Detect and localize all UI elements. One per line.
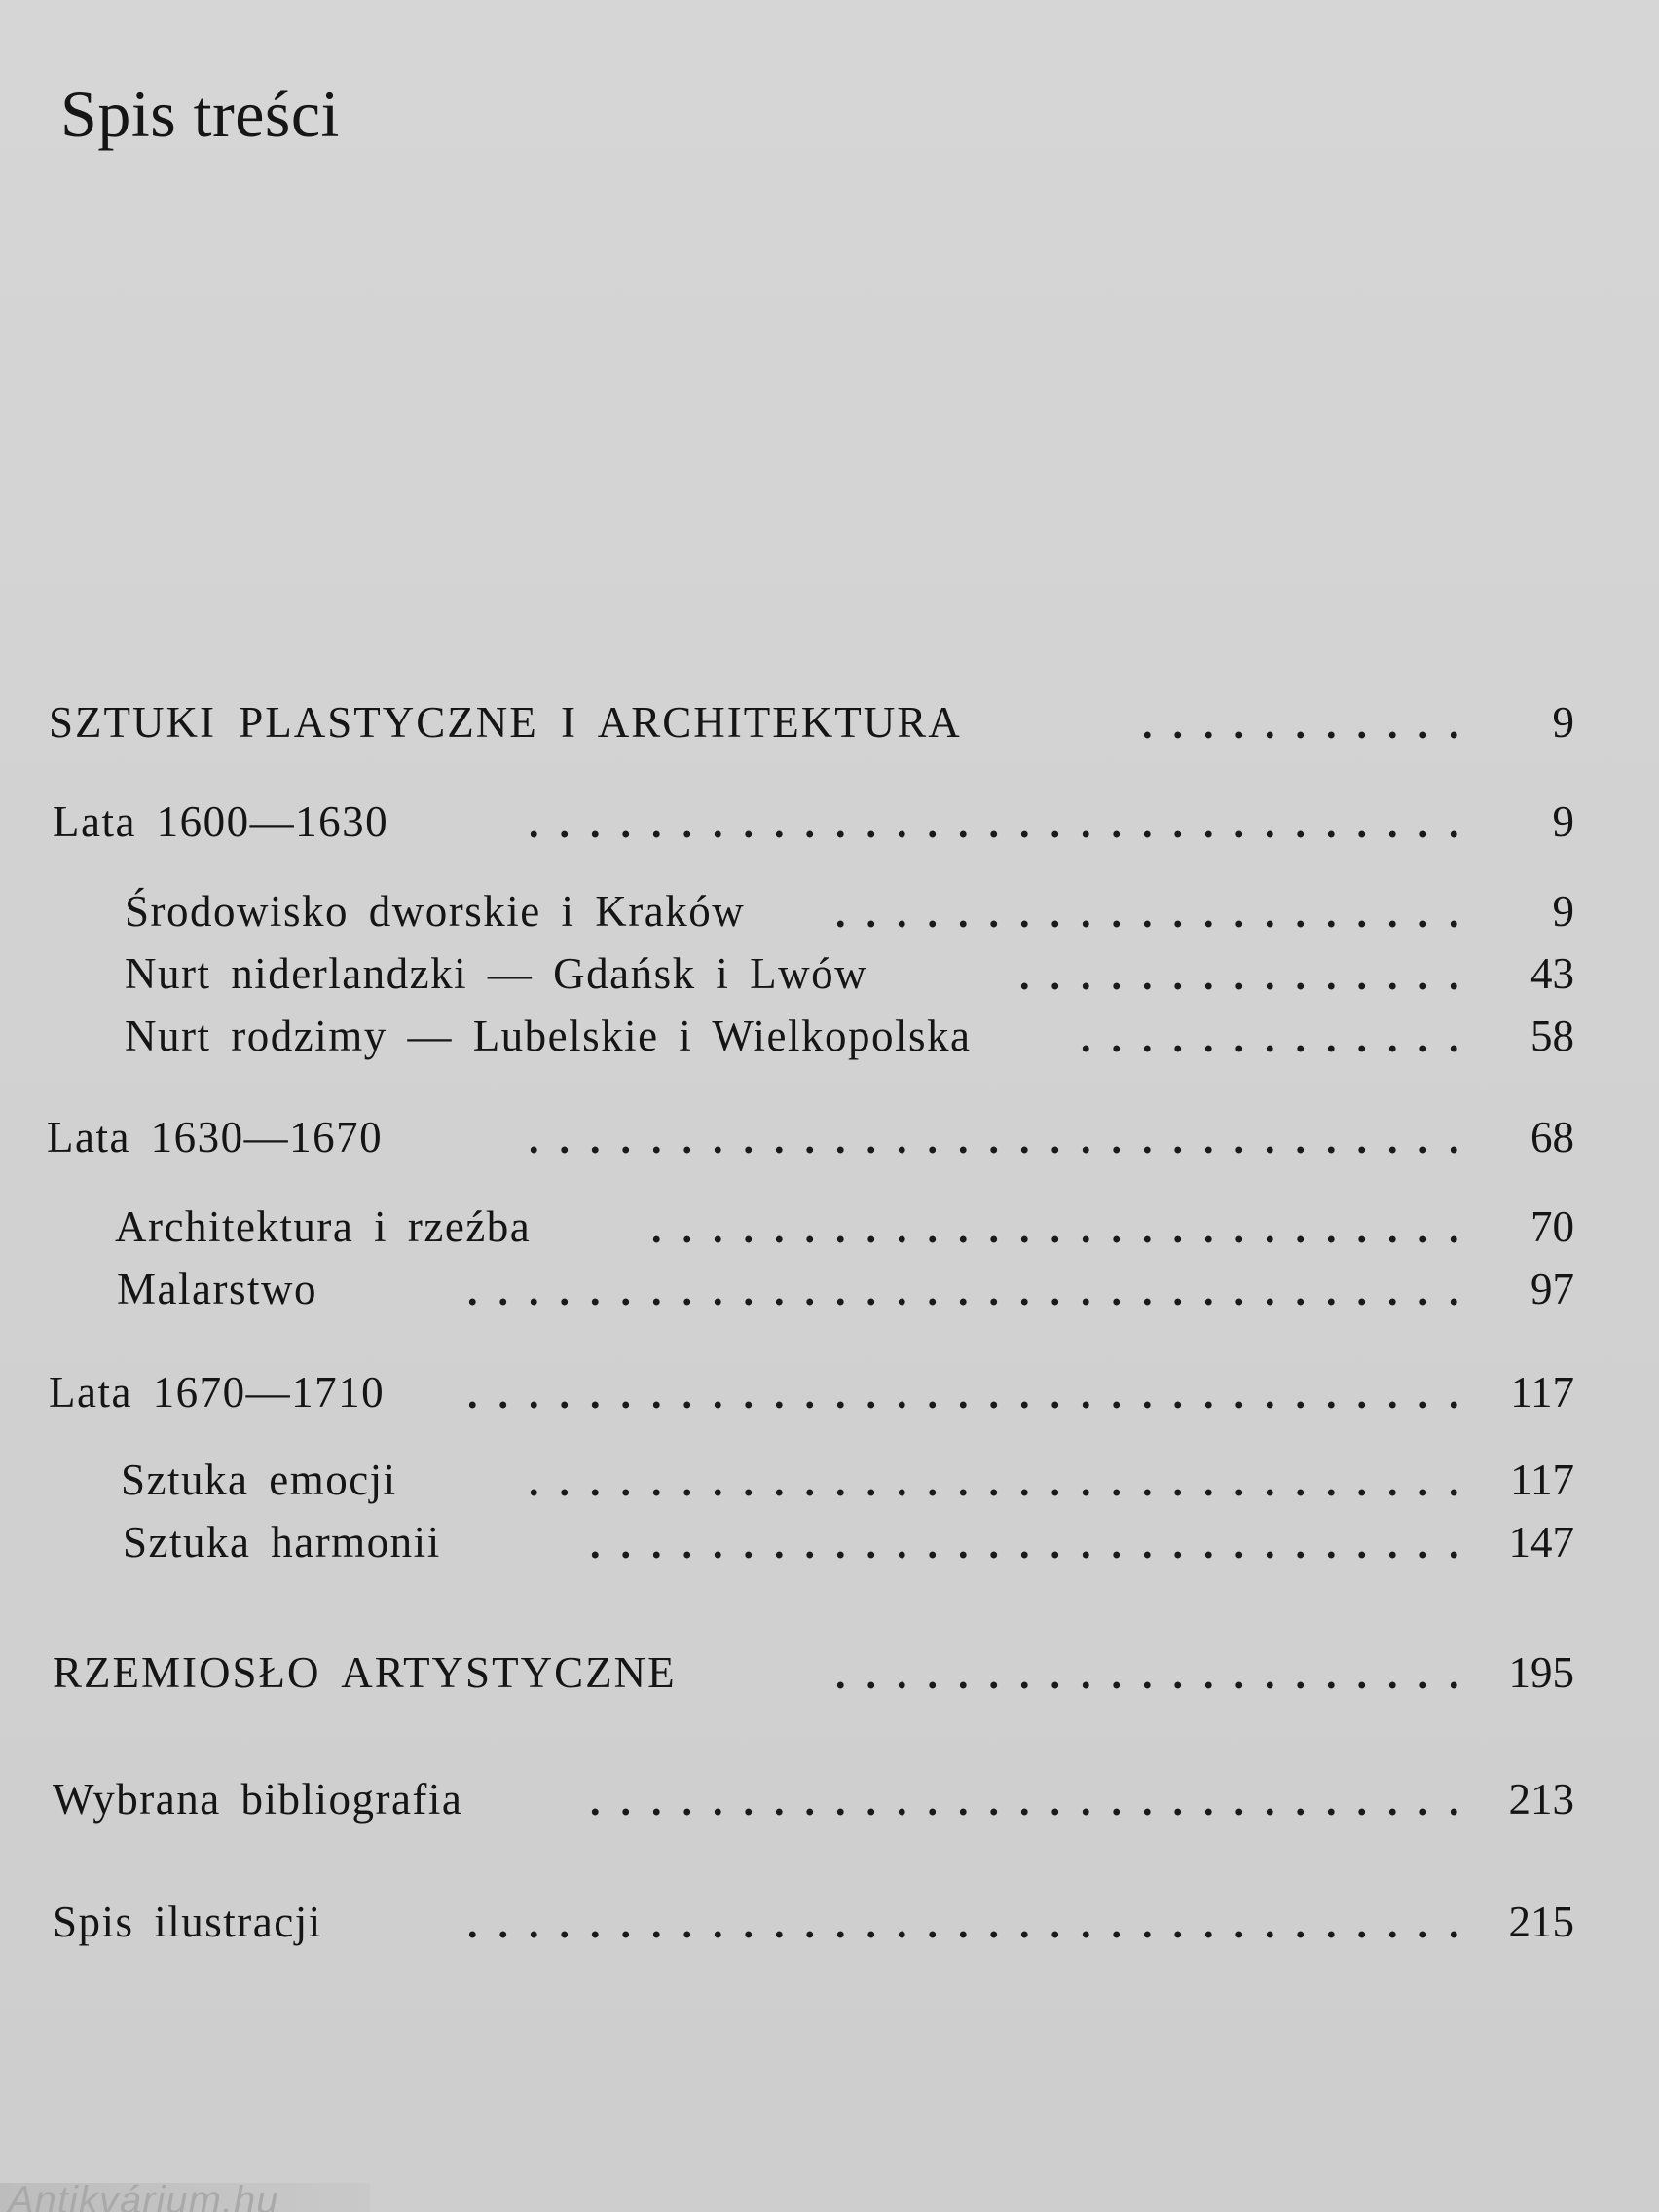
leader-dots (1017, 944, 1469, 1003)
leader-dots (643, 1198, 1469, 1256)
toc-entry-label: Wybrana bibliografia (53, 1775, 463, 1824)
toc-entry-page: 68 (1530, 1113, 1574, 1161)
leader-dots (524, 793, 1469, 851)
watermark-text: Antikvárium.hu (8, 2183, 279, 2212)
toc-entry-section (0, 882, 1659, 940)
toc-entry-section (0, 1007, 1659, 1065)
leader-dots (524, 1451, 1469, 1509)
toc-entry-label: Nurt niderlandzki — Gdańsk i Lwów (125, 949, 868, 998)
leader-dots (462, 1893, 1469, 1951)
toc-entry-label: Sztuka harmonii (123, 1518, 441, 1567)
toc-entry-label: SZTUKI PLASTYCZNE I ARCHITEKTURA (49, 698, 962, 747)
toc-entry-page: 215 (1508, 1898, 1574, 1946)
leader-dots (584, 1513, 1469, 1571)
toc-entry-chapter-3 (0, 1363, 1659, 1421)
toc-entry-label: Architektura i rzeźba (115, 1202, 532, 1251)
toc-entry-page: 97 (1530, 1265, 1574, 1313)
toc-entry-page: 9 (1552, 887, 1574, 936)
toc-entry-page: 213 (1508, 1775, 1574, 1824)
toc-entry-label: RZEMIOSŁO ARTYSTYCZNE (53, 1648, 677, 1697)
toc-entry-section (0, 1451, 1659, 1509)
toc-entry-page: 43 (1530, 949, 1574, 998)
leader-dots (584, 1770, 1469, 1828)
toc-entry-bibliography (0, 1770, 1659, 1828)
toc-entry-section (0, 1260, 1659, 1318)
toc-entry-label: Lata 1630—1670 (47, 1113, 384, 1161)
toc-entry-part-2 (0, 1643, 1659, 1702)
toc-entry-chapter-2 (0, 1108, 1659, 1166)
leader-dots (462, 1260, 1469, 1318)
toc-entry-section (0, 1198, 1659, 1256)
toc-entry-label: Środowisko dworskie i Kraków (125, 887, 746, 936)
leader-dots (828, 1643, 1469, 1702)
toc-entry-page: 58 (1530, 1012, 1574, 1060)
leader-dots (524, 1108, 1469, 1166)
toc-entry-chapter-1 (0, 793, 1659, 851)
toc-entry-label: Nurt rodzimy — Lubelskie i Wielkopolska (125, 1012, 972, 1060)
leader-dots (462, 1363, 1469, 1421)
toc-entry-label: Lata 1670—1710 (49, 1368, 386, 1417)
toc-entry-page: 70 (1530, 1202, 1574, 1251)
toc-entry-page: 147 (1508, 1518, 1574, 1567)
toc-entry-part-1 (0, 693, 1659, 752)
leader-dots (1076, 1007, 1469, 1065)
toc-entry-page: 9 (1552, 698, 1574, 747)
leader-dots (833, 882, 1469, 940)
toc-entry-illustrations (0, 1893, 1659, 1951)
watermark-strip (0, 2183, 370, 2212)
toc-entry-page: 117 (1510, 1368, 1574, 1417)
leader-dots (1129, 693, 1469, 752)
toc-entry-section (0, 944, 1659, 1003)
toc-entry-label: Malarstwo (117, 1265, 317, 1313)
toc-entry-label: Spis ilustracji (53, 1898, 322, 1946)
toc-entry-label: Lata 1600—1630 (53, 797, 389, 846)
page-title: Spis treści (60, 77, 340, 151)
toc-entry-page: 9 (1552, 797, 1574, 846)
toc-entry-section (0, 1513, 1659, 1571)
toc-entry-page: 195 (1508, 1648, 1574, 1697)
toc-entry-page: 117 (1510, 1456, 1574, 1504)
toc-entry-label: Sztuka emocji (121, 1456, 397, 1504)
